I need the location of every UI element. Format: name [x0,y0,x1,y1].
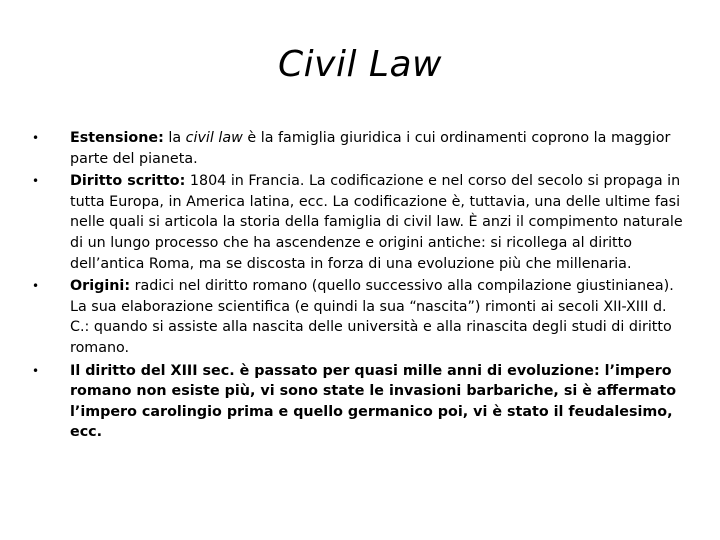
bullet-icon: • [32,174,40,189]
bullet-text: Il diritto del XIII sec. è passato per quasi mille anni di evoluzione: l’impero romano non esiste più, vi sono state le invasioni barbariche, si è affermato l’impero carolingio prima e quello germanico poi, vi è stato il feudalesimo, ecc. [70,362,677,441]
bullet-estensione [32,128,688,169]
bullet-icon: • [32,363,40,378]
bullet-label: Estensione: [70,130,164,146]
bullet-diritto-scritto [32,171,688,274]
bullet-list [32,128,688,445]
bullet-origini [32,276,688,358]
bullet-italic-term: civil law [185,130,243,146]
bullet-text: 1804 in Francia. La codificazione e nel corso del secolo si propaga in tutta Europa, in America latina, ecc. La codificazione è, tuttavia, una delle ultime fasi nelle quali si articola la storia della famiglia di civil law. È anzi il compimento naturale di un lungo processo che ha ascendenze e origini antiche: si ricollega al diritto dell’antica Roma, ma se discosta in forza di una evoluzione più che millenaria. [70,173,683,272]
bullet-icon: • [32,131,40,145]
bullet-text: è la famiglia giuridica i cui ordinamenti coprono la maggior parte del pianeta. [70,130,671,167]
bullet-text: la [163,130,186,146]
bullet-label: Origini: [70,278,131,295]
bullet-label: Diritto scritto: [70,173,186,190]
slide-title: Civil Law [278,44,442,85]
bullet-diritto-xiii [32,361,688,443]
bullet-text: radici nel diritto romano (quello successivo alla compilazione giustinianea). La sua elaborazione scientifica (e quindi la sua “nascita”) rimonti ai secoli XII-XIII d. C.: quando si assiste alla nascita delle università e alla rinascita degli studi di diritto romano. [70,278,674,356]
bullet-icon: • [32,279,40,294]
